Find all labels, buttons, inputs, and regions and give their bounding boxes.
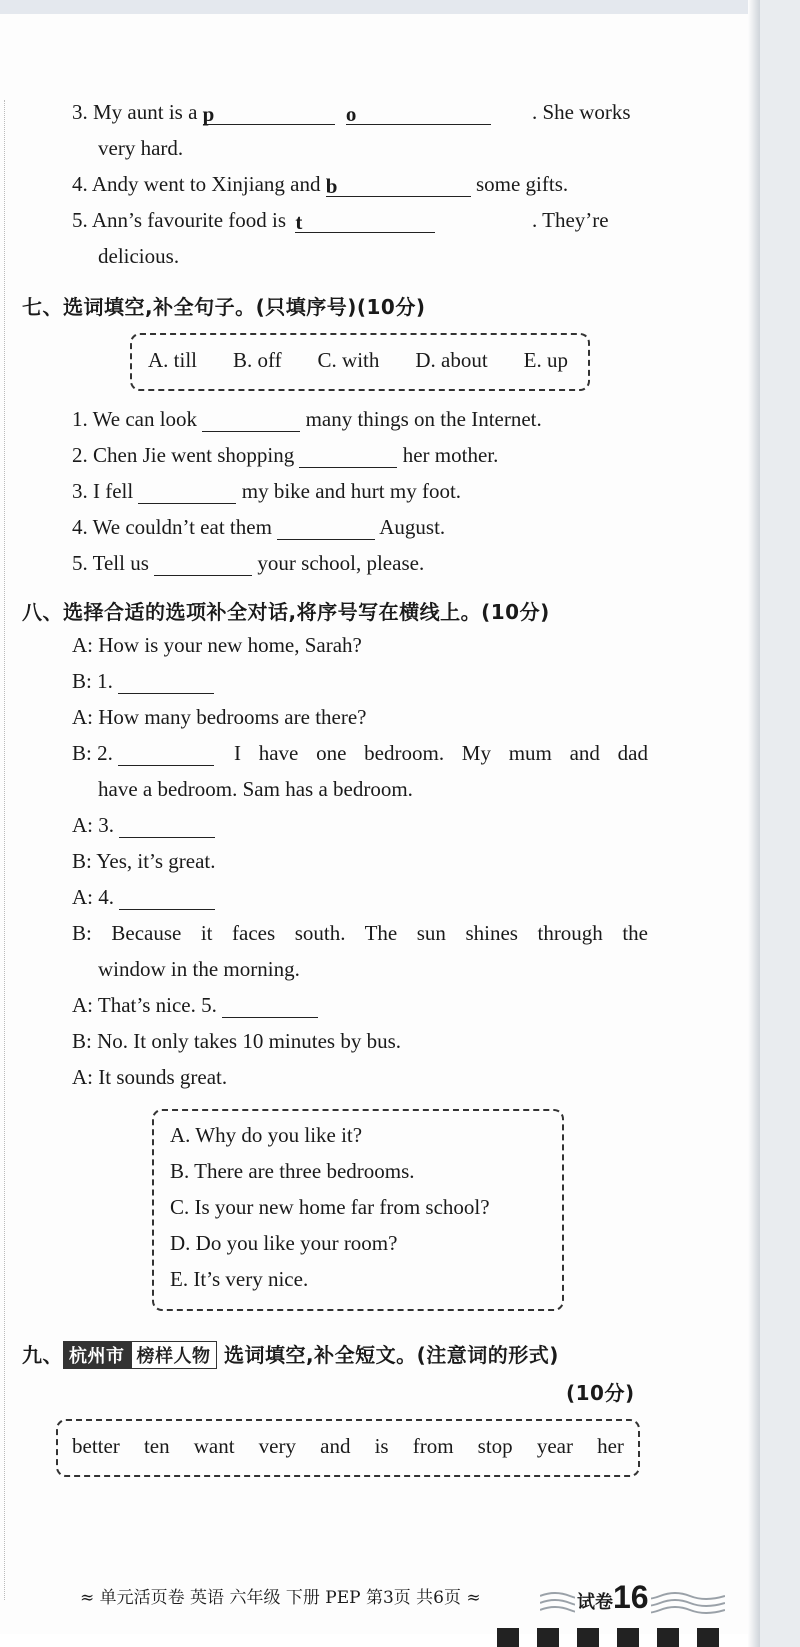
page-edge xyxy=(760,0,800,1647)
page-edge-shadow xyxy=(748,0,760,1647)
answer-blank[interactable] xyxy=(277,517,375,540)
word-1: better xyxy=(72,1434,120,1458)
answer-blank[interactable]: b xyxy=(326,174,471,197)
dialogue-line-8: B: Because it faces south. The sun shines through the xyxy=(72,921,648,945)
answer-blank[interactable] xyxy=(119,815,215,838)
edge-mark xyxy=(537,1628,559,1647)
part7-question-5: 5. Tell us your school, please. xyxy=(72,551,425,575)
part6-question-3-cont: very hard. xyxy=(98,136,184,160)
dialogue-line-11: A: It sounds great. xyxy=(72,1065,228,1089)
edge-mark xyxy=(497,1628,519,1647)
answer-blank[interactable] xyxy=(118,743,214,766)
edge-mark xyxy=(617,1628,639,1647)
option-d: D. about xyxy=(415,348,488,372)
paper-number: 试卷16 xyxy=(577,1579,649,1615)
word-2: ten xyxy=(143,1434,170,1458)
option-e: E. up xyxy=(523,348,568,372)
part6-question-4: 4. Andy went to Xinjiang and b some gifts. xyxy=(72,172,569,198)
dialogue-option-c: C. Is your new home far from school? xyxy=(170,1195,490,1219)
part6-question-5-end: . They’re xyxy=(532,208,609,232)
answer-blank[interactable] xyxy=(118,671,214,694)
answer-blank[interactable] xyxy=(202,409,300,432)
dialogue-option-e: E. It’s very nice. xyxy=(170,1267,309,1291)
dialogue-option-b: B. There are three bedrooms. xyxy=(170,1159,415,1183)
edge-mark xyxy=(697,1628,719,1647)
answer-blank[interactable] xyxy=(119,887,215,910)
word-9: year xyxy=(536,1434,573,1458)
answer-blank[interactable] xyxy=(138,481,236,504)
answer-blank[interactable] xyxy=(154,553,252,576)
part7-question-2: 2. Chen Jie went shopping her mother. xyxy=(72,443,499,467)
part6-question-5: 5. Ann’s favourite food is t xyxy=(72,208,435,233)
answer-blank[interactable]: o xyxy=(346,102,491,125)
edge-mark xyxy=(577,1628,599,1647)
word-10: her xyxy=(597,1434,624,1458)
word-8: stop xyxy=(477,1434,513,1458)
dialogue-line-8-cont: window in the morning. xyxy=(98,957,300,981)
option-c: C. with xyxy=(317,348,380,372)
word-3: want xyxy=(193,1434,235,1458)
dialogue-line-2: B: 1. xyxy=(72,669,214,694)
part6-question-3: 3. My aunt is a p o xyxy=(72,100,491,125)
dialogue-line-6: B: Yes, it’s great. xyxy=(72,849,216,873)
word-5: and xyxy=(320,1434,351,1458)
dialogue-option-a: A. Why do you like it? xyxy=(170,1123,363,1147)
dialogue-line-4: B: 2. xyxy=(72,741,214,766)
binding-dotted-line xyxy=(4,100,7,1600)
dialogue-line-10: B: No. It only takes 10 minutes by bus. xyxy=(72,1029,401,1053)
dialogue-line-1: A: How is your new home, Sarah? xyxy=(72,633,362,657)
footer-info: ≈ 单元活页卷 英语 六年级 下册 PEP 第3页 共6页 ≈ xyxy=(80,1588,481,1608)
part7-question-1: 1. We can look many things on the Internet. xyxy=(72,407,542,431)
part9-word-bank xyxy=(72,1434,624,1459)
word-7: from xyxy=(412,1434,454,1458)
section-heading-9: 九、 杭州市 榜样人物 选词填空,补全短文。(注意词的形式) xyxy=(22,1343,559,1367)
section-heading-7: 七、选词填空,补全句子。(只填序号)(10分) xyxy=(22,295,426,319)
dialogue-line-7: A: 4. xyxy=(72,885,215,910)
dialogue-line-3: A: How many bedrooms are there? xyxy=(72,705,367,729)
part6-question-5-cont: delicious. xyxy=(98,244,180,268)
part7-question-4: 4. We couldn’t eat them August. xyxy=(72,515,446,539)
city-badge: 杭州市 xyxy=(63,1341,131,1369)
dialogue-line-4-cont: have a bedroom. Sam has a bedroom. xyxy=(98,777,413,801)
dialogue-line-9: A: That’s nice. 5. xyxy=(72,993,318,1018)
word-4: very xyxy=(258,1434,296,1458)
part7-question-3: 3. I fell my bike and hurt my foot. xyxy=(72,479,462,503)
answer-blank[interactable] xyxy=(222,995,318,1018)
word-6: is xyxy=(374,1434,389,1458)
word-bank-options xyxy=(148,348,568,373)
topic-badge: 榜样人物 xyxy=(131,1341,217,1369)
section-heading-8: 八、选择合适的选项补全对话,将序号写在横线上。(10分) xyxy=(22,600,550,624)
edge-mark xyxy=(657,1628,679,1647)
option-b: B. off xyxy=(232,348,282,372)
answer-blank[interactable] xyxy=(299,445,397,468)
part6-question-3-end: . She works xyxy=(532,100,631,124)
answer-blank[interactable]: p xyxy=(203,102,335,125)
answer-blank[interactable]: t xyxy=(295,210,435,233)
section-9-score: (10分) xyxy=(566,1381,635,1405)
dialogue-option-d: D. Do you like your room? xyxy=(170,1231,398,1255)
dialogue-line-5: A: 3. xyxy=(72,813,215,838)
dialogue-line-4-rest: I have one bedroom. My mum and dad xyxy=(234,741,648,765)
option-a: A. till xyxy=(148,348,198,372)
